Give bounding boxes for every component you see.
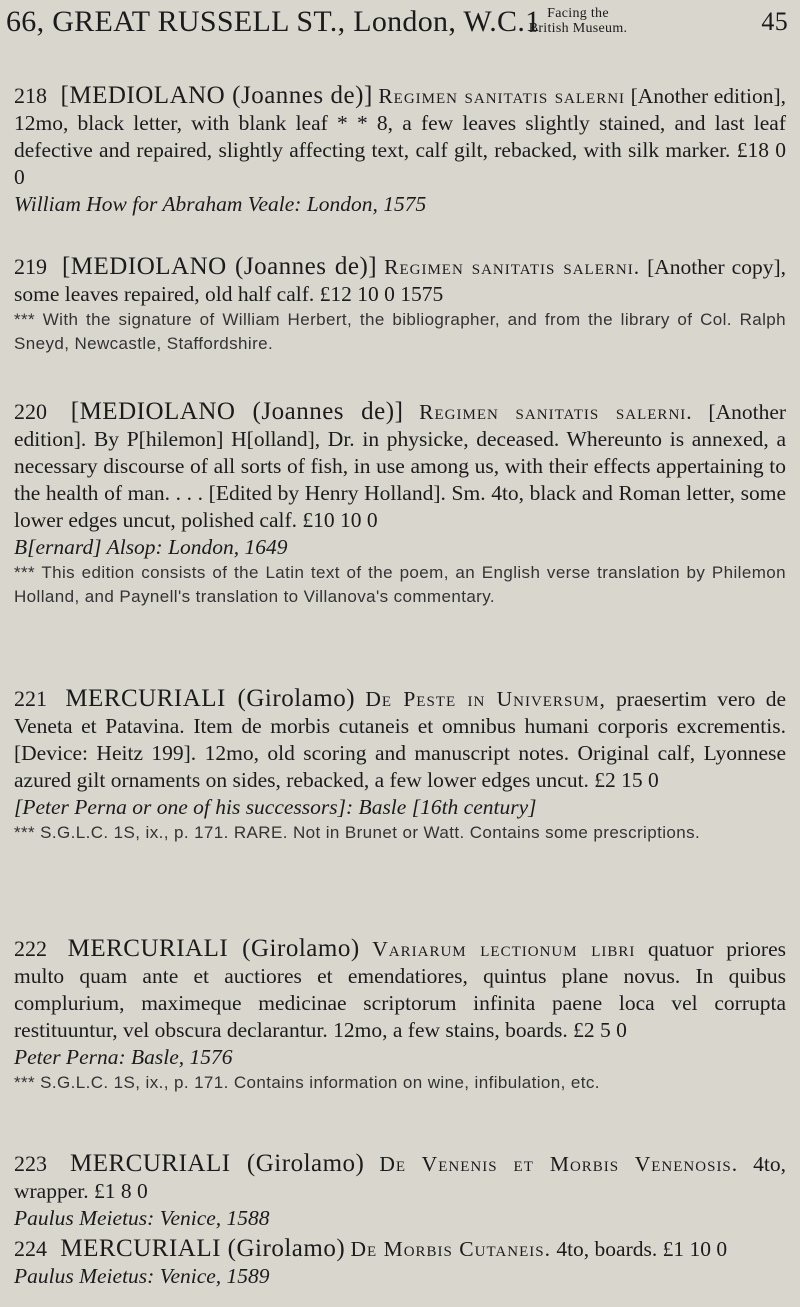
facing-line-2: British Museum.: [528, 21, 628, 36]
entry-title: Regimen sanitatis salerni.: [419, 400, 693, 424]
entry-imprint: Paulus Meietus: Venice, 1588: [14, 1206, 270, 1230]
entry-note: *** S.G.L.C. 1S, ix., p. 171. RARE. Not in Brunet or Watt. Contains some prescriptions.: [14, 823, 701, 842]
entry-title: De Venenis et Morbis Venenosis.: [379, 1152, 739, 1176]
entry-imprint: B[ernard] Alsop: London, 1649: [14, 535, 288, 559]
entry-number: 219: [14, 254, 47, 279]
entry-note: *** This edition consists of the Latin text of the poem, an English verse translation by Philemon Holland, and Paynell's translation to Villanova's commentary.: [14, 563, 786, 606]
entry-imprint: Paulus Meietus: Venice, 1589: [14, 1264, 270, 1288]
entry-imprint: William How for Abraham Veale: London, 1575: [14, 192, 427, 216]
facing-line-1: Facing the: [547, 6, 609, 21]
catalogue-entry-223: [14, 1150, 786, 1232]
entry-author: [MEDIOLANO (Joannes de)]: [70, 398, 404, 425]
entry-title: Variarum lectionum libri: [372, 937, 636, 961]
entry-number: 223: [14, 1151, 47, 1176]
entry-body: praesertim vero de Veneta et Patavina. Item de morbis cutaneis et omnibus humani corporis excrementis. [Device: Heitz 199]. 12mo, old scoring and manuscript notes. Original calf, Lyonnese azured gilt ornaments on sides, rebacked, a few lower edges uncut. £2 15 0: [14, 687, 786, 792]
entry-body: [Another edition]. By P[hilemon] H[olland], Dr. in physicke, deceased. Whereunto is annexed, a necessary discourse of all sorts of fish, in use among us, with their effects appertaining to the health of man. . . . [Edited by Henry Holland]. Sm. 4to, black and Roman letter, some lower edges uncut, polished calf. £10 10 0: [14, 400, 787, 532]
entry-author: [MEDIOLANO (Joannes de)]: [61, 253, 378, 280]
page-number: 45: [761, 7, 788, 36]
entry-title: De Peste in Universum,: [365, 687, 606, 711]
entry-number: 218: [14, 83, 47, 108]
catalogue-entry-224: [14, 1235, 786, 1290]
entry-title: Regimen sanitatis salerni.: [384, 255, 641, 279]
entry-body: [Another edition], 12mo, black letter, with blank leaf * * 8, a few leaves slightly stained, and last leaf defective and repaired, slightly affecting text, calf gilt, rebacked, with silk marker. £18 0 0: [14, 84, 787, 189]
catalogue-entry-221: [14, 685, 786, 845]
entry-body: 4to, wrapper. £1 8 0: [14, 1152, 787, 1203]
header-facing-note: [518, 6, 638, 36]
entry-author: MERCURIALI (Girolamo): [70, 1150, 365, 1177]
header-address: 66, GREAT RUSSELL ST., London, W.C.1: [6, 5, 541, 38]
entry-body: [Another copy], some leaves repaired, old half calf. £12 10 0 1575: [14, 255, 786, 306]
entry-number: 220: [14, 399, 47, 424]
entry-body: quatuor priores multo quam ante et auctiores et emendatiores, quintus plane novus. In quibus complurium, maximeque medicinae scriptorum infinita paene loca vel corrupta restituuntur, vel obscura declarantur. 12mo, a few stains, boards. £2 5 0: [14, 937, 786, 1042]
entry-number: 222: [14, 936, 47, 961]
catalogue-entry-220: [14, 398, 786, 609]
entry-number: 224: [14, 1236, 47, 1261]
catalogue-entry-222: [14, 935, 786, 1095]
entry-imprint: Peter Perna: Basle, 1576: [14, 1045, 233, 1069]
entry-number: 221: [14, 686, 47, 711]
entry-author: MERCURIALI (Girolamo): [60, 1235, 346, 1262]
entry-title: De Morbis Cutaneis.: [350, 1237, 551, 1261]
entry-title: Regimen sanitatis salerni: [378, 84, 626, 108]
catalogue-entry-218: [14, 82, 786, 218]
entry-imprint: [Peter Perna or one of his successors]: Basle [16th century]: [14, 795, 537, 819]
entry-author: MERCURIALI (Girolamo): [65, 685, 356, 712]
entry-note: *** S.G.L.C. 1S, ix., p. 171. Contains information on wine, infibulation, etc.: [14, 1073, 600, 1092]
entry-note: *** With the signature of William Herbert, the bibliographer, and from the library of Col. Ralph Sneyd, Newcastle, Staffordshire.: [14, 310, 786, 353]
page-header: [6, 2, 788, 42]
entry-author: MERCURIALI (Girolamo): [67, 935, 360, 962]
catalogue-entry-219: [14, 253, 786, 356]
entry-author: [MEDIOLANO (Joannes de)]: [60, 82, 373, 109]
entry-body: 4to, boards. £1 10 0: [556, 1237, 728, 1261]
